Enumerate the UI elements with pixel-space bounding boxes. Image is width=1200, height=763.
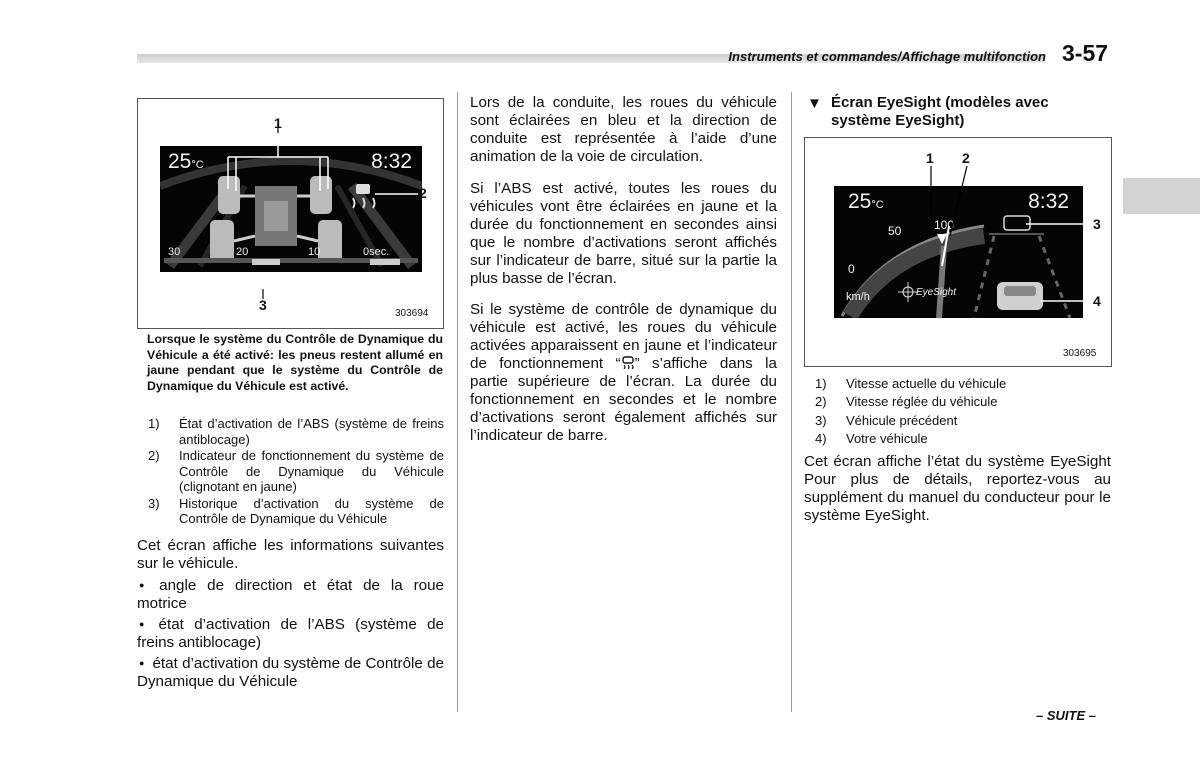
paragraph-abs: Si l’ABS est activé, toutes les roues du véhicules vont être éclairées en jaune et la durée du fonctionnement en secondes ainsi que le nombre d’activations seront affichés sur l’indicateur de barre, situé sur la partie la plus basse de l’écran. (470, 180, 777, 287)
item-text: État d’activation de l’ABS (système de freins antiblocage) (179, 416, 444, 447)
section-heading: Écran EyeSight (modèles avec système EyeSight) (831, 94, 1049, 129)
callout-2: 2 (419, 185, 427, 201)
speed-mark-50: 50 (888, 224, 902, 238)
list-item (804, 430, 1110, 447)
temperature-value: 25 (848, 190, 872, 213)
bullet-text: état d’activation de l’ABS (système de freins antiblocage) (137, 616, 444, 651)
paragraph-vdc (470, 301, 777, 445)
bullet-item (137, 576, 444, 613)
paragraph-driving: Lors de la conduite, les roues du véhicule sont éclairées en bleu et la direction de conduite est représentée à l’aide d’une animation de la voie de circulation. (470, 94, 777, 165)
item-text: Véhicule précédent (846, 412, 958, 428)
bullet-item (137, 654, 444, 691)
figure-caption: Lorsque le système du Contrôle de Dynamique du Véhicule a été activé: les pneus restent allumé en jaune pendant que le système du Contrôle de Dynamique du Véhicule est activé. (147, 332, 443, 393)
temperature-unit: °C (191, 159, 204, 171)
figure-number: 303694 (395, 308, 429, 319)
bar-label-30: 30 (168, 246, 181, 258)
callout-leaders (138, 99, 443, 328)
continue-marker: – SUITE – (1036, 708, 1096, 723)
section-title: Instruments et commandes/Affichage multifonction (728, 49, 1046, 64)
column-divider-1 (457, 92, 458, 712)
list-item (804, 393, 1110, 410)
figure-eyesight-screen (804, 137, 1112, 367)
bullet-dot: ● (139, 619, 151, 629)
callout-3: 3 (259, 297, 267, 313)
clock-readout: 8:32 (371, 150, 412, 173)
callout-leaders (805, 138, 1111, 366)
callout-3: 3 (1093, 216, 1101, 232)
temperature-unit: °C (871, 199, 884, 211)
speed-unit: km/h (846, 291, 870, 303)
item-text: Vitesse réglée du véhicule (846, 394, 998, 410)
callout-2: 2 (962, 150, 970, 166)
list-item (804, 412, 1110, 429)
eyesight-paragraph: Cet écran affiche l’état du système EyeSight Pour plus de détails, reportez-vous au supplément du manuel du conducteur pour le système EyeSight. (804, 453, 1111, 524)
bullet-dot: ● (139, 658, 145, 668)
item-text: Votre véhicule (846, 431, 928, 447)
item-number: 3) (148, 495, 160, 511)
list-item (137, 448, 444, 495)
item-text: Indicateur de fonctionnement du système de Contrôle de Dynamique du Véhicule (clignotant en jaune) (179, 448, 444, 494)
vdc-legend-list (137, 416, 444, 528)
item-number: 2) (815, 394, 827, 410)
eyesight-legend-list (804, 375, 1110, 449)
clock-readout: 8:32 (1028, 190, 1069, 213)
heading-marker: ▼ (807, 95, 822, 112)
callout-4: 4 (1093, 293, 1101, 309)
eyesight-logo: EyeSight (916, 287, 957, 298)
bar-label-10: 10 (308, 246, 321, 258)
temperature-value: 25 (168, 150, 192, 173)
paragraph-vdc-part1: Si le système de contrôle de dynamique du véhicule est activé, les roues du véhicule activées apparaissent en jaune et l’indicateur de fonctionnement “ (470, 301, 777, 372)
bar-label-0sec: 0sec. (363, 246, 390, 258)
list-item (804, 375, 1110, 392)
item-number: 2) (148, 448, 160, 463)
vdc-indicator-icon (621, 356, 635, 369)
item-text: Vitesse actuelle du véhicule (846, 376, 1007, 391)
list-item (137, 496, 444, 527)
item-text: Historique d’activation du système de Contrôle de Dynamique du Véhicule (179, 495, 444, 526)
figure-vdc-screen (137, 98, 444, 329)
bar-label-20: 20 (236, 246, 249, 258)
intro-paragraph: Cet écran affiche les informations suivantes sur le véhicule. (137, 537, 444, 572)
speed-mark-0: 0 (848, 262, 855, 276)
bullet-item (137, 615, 444, 652)
item-number: 1) (815, 376, 827, 391)
callout-1: 1 (274, 115, 282, 131)
callout-1: 1 (926, 150, 934, 166)
item-number: 1) (148, 416, 160, 431)
paragraph-vdc-part2: ” s’affiche dans la partie supérieure de l’écran. La durée du fonctionnement en secondes et le nombre d’activations seront également affichés sur l’indicateur de barre. (470, 355, 777, 444)
bullet-dot: ● (139, 580, 152, 590)
figure-number: 303695 (1063, 348, 1097, 359)
page-number: 3-57 (1062, 40, 1109, 66)
chapter-tab (1123, 178, 1200, 214)
speed-mark-100: 100 (934, 218, 955, 232)
bullet-text: angle de direction et état de la roue motrice (137, 577, 445, 612)
item-number: 3) (815, 412, 827, 428)
list-item (137, 416, 444, 447)
item-number: 4) (815, 431, 827, 447)
column-divider-2 (791, 92, 792, 712)
bullet-text: état d’activation du système de Contrôle de Dynamique du Véhicule (137, 655, 445, 690)
